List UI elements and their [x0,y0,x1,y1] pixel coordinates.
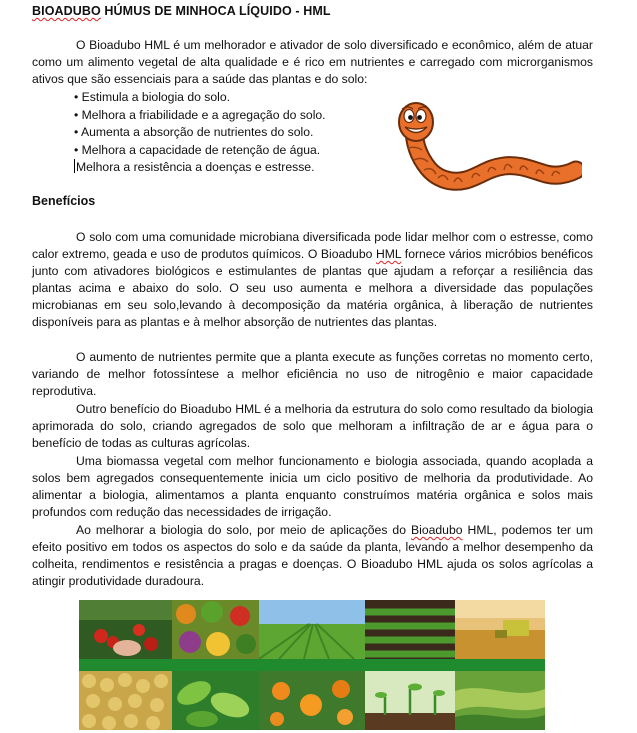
list-item: • Aumenta a absorção de nutrientes do solo. [74,125,314,140]
list-item: • Estimula a biologia do solo. [74,90,231,104]
earthworm-image [392,100,582,195]
list-item-with-cursor[interactable] [74,159,326,177]
agriculture-photo-collage [79,600,545,730]
seedling-rows-image [365,600,455,659]
combine-harvester-image [455,600,545,659]
paragraph-text: Ao melhorar a biologia do solo, por meio de aplicações do [76,523,411,537]
aerial-farmland-image [455,671,545,730]
collage-green-band [79,659,545,671]
sprouts-image [365,671,455,730]
text-cursor [74,159,75,173]
soybeans-image [79,671,172,730]
paragraph-text: O solo com uma comunidade microbiana diversificada pode lidar melhor com o estresse, como calor extremo, geada e uso de produtos químicos. O Bioadubo [32,230,593,261]
list-item: • Melhora a friabilidade e a agregação do solo. [74,107,326,122]
tomato-harvest-image [79,600,172,659]
list-item-text: Melhora a resistência a doenças e estresse. [76,160,315,175]
misspelled-word: Bioadubo [411,523,463,537]
title-misspelled-word: BIOADUBO [32,4,101,18]
green-leaves-image [172,671,259,730]
orange-fruits-image [259,671,365,730]
benefit-paragraph-3: Outro benefício do Bioadubo HML é a melhoria da estrutura do solo como resultado da biologia aprimorada do solo, criando agregados de solo que melhoram a infiltração de ar e água para o benefício de todas as culturas agrícolas. [32,402,593,450]
paragraph-text: HML, podemos ter um efeito positivo em todos os aspectos do solo e da saúde da planta, levando a melhor desempenho da colheita, rendimentos e resistência a pragas e doenças. O Bioadubo HML ajuda os solos agrícolas a atingir produtividade duradoura. [32,523,593,588]
benefits-heading: Benefícios [32,194,96,208]
benefit-paragraph-2: O aumento de nutrientes permite que a planta execute as funções corretas no momento certo, variando de melhor fotossíntese a melhor eficiência no uso de nitrogênio e maior capacidade reprodutiva. [32,350,593,398]
benefit-paragraph-1 [32,229,593,331]
benefit-paragraph-4: Uma biomassa vegetal com melhor funcionamento e biologia associada, quando acoplada a solos bem agregados consequentemente inicia um ciclo positivo de melhoria da produtividade. Ao alimentar a biologia, alimentamos a planta enquanto construímos matéria orgânica e solos mais profundos com redução das necessidades de irrigação. [32,454,593,519]
intro-paragraph: O Bioadubo HML é um melhorador e ativador de solo diversificado e econômico, além de atuar como um alimento vegetal de alta qualidade e é rico em nutrientes e carregado com microrganismos ativos que são essenciais para a saúde das plantas e do solo: [32,38,593,86]
list-item: • Melhora a capacidade de retenção de água. [74,142,321,157]
vegetables-market-image [172,600,259,659]
benefit-list [74,89,326,177]
benefit-paragraph-5 [32,522,593,590]
paragraph-text: fornece vários micróbios benéficos junto com ativadores biológicos e estimulantes de plantas que ajudam a reforçar a resiliência das plantas acima e abaixo do solo. O seu uso aumenta e melhora a diversidade das populações microbianas em seu solo,levando à decomposição da matéria orgânica, à liberação de nutrientes disponíveis para as plantas e à melhor absorção de nutrientes das plantas. [32,247,593,329]
document-title [32,4,331,18]
title-rest: HÚMUS DE MINHOCA LÍQUIDO - HML [100,4,331,18]
misspelled-word: HML [375,247,402,261]
green-field-image [259,600,365,659]
